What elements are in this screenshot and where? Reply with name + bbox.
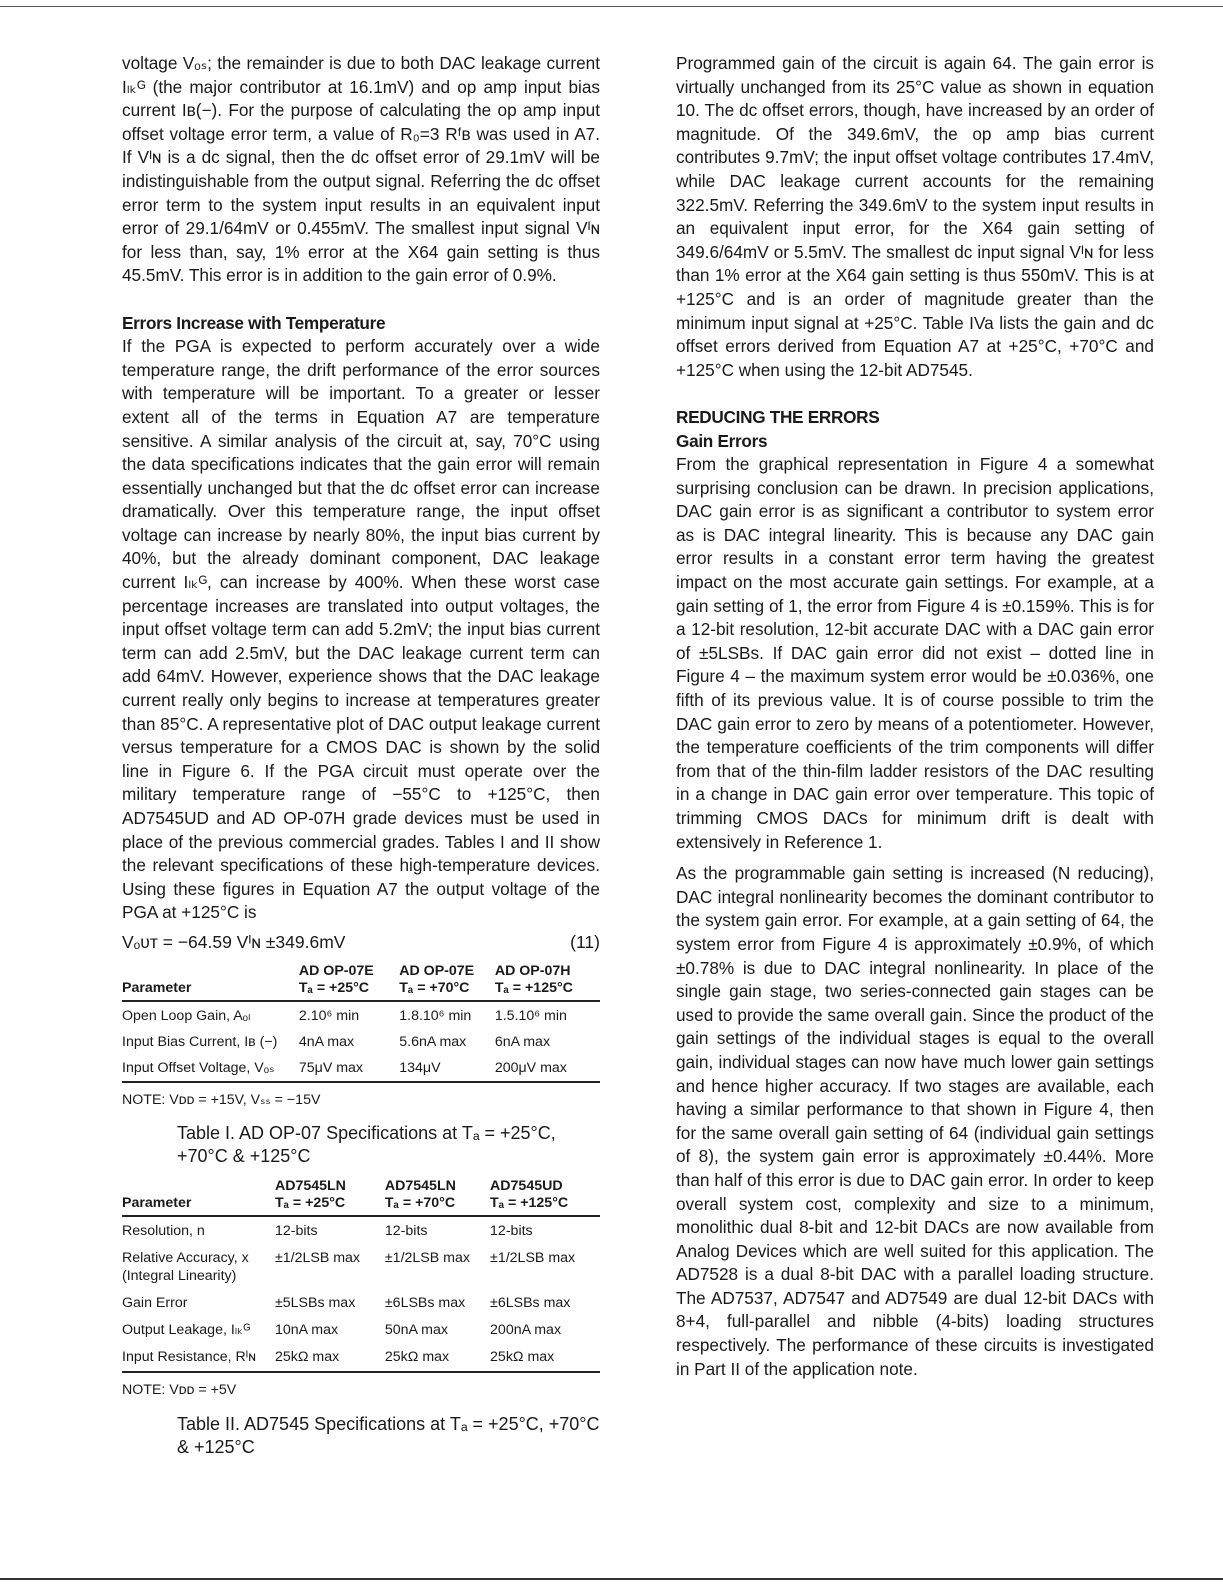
table-cell: 12-bits (384, 1223, 428, 1240)
table-cell: ±6LSBs max (490, 1295, 571, 1312)
table2-col-header: AD7545LN (384, 1178, 456, 1195)
table2-col-header: AD7545UD (490, 1178, 563, 1195)
table-cell: 12-bits (490, 1223, 533, 1240)
table-row (122, 1316, 600, 1343)
table-cell: 200nA max (490, 1322, 562, 1339)
table1-param-header: Parameter (122, 980, 299, 1001)
table-row (122, 1028, 600, 1054)
table1-col-header: AD OP-07E (298, 962, 374, 979)
table-cell: 75μV max (299, 1054, 399, 1082)
table-row (122, 1289, 600, 1316)
equation-body: Vₒᴜᴛ = −64.59 Vᴵɴ ±349.6mV (122, 931, 346, 952)
table-cell: Output Leakage, Iₗₖᴳ (122, 1322, 251, 1339)
table-cell: 25kΩ max (490, 1343, 600, 1372)
table-row (122, 1054, 600, 1082)
heading-errors-temperature: Errors Increase with Temperature (122, 312, 386, 333)
table-cell: 50nA max (384, 1322, 448, 1339)
table-cell: Open Loop Gain, Aₒₗ (122, 1007, 251, 1024)
table-cell: 200μV max (495, 1054, 600, 1082)
table-cell: 1.5.10⁶ min (494, 1007, 567, 1024)
table1-note: NOTE: Vᴅᴅ = +15V, Vₛₛ = −15V (122, 1091, 321, 1108)
heading-gain-errors: Gain Errors (676, 430, 768, 451)
table2-temp-header: Tₐ = +70°C (385, 1195, 490, 1216)
paragraph-nonlinearity: As the programmable gain setting is increased (N reducing), DAC integral nonlinearity becomes the dominant contributor to the system gain error. For example, at a gain setting of 64, the system error from Figure 4 is approximately ±0.9%, of which ±0.78% is due to DAC integral nonlinearity. In place of the single gain stage, two series-connected gain stages can be used to provide the same overall gain. Since the product of the gain settings of the individual stages is equal to the overall gain, individual stages can now have much lower gain settings and hence higher accuracy. If two stages are available, each having a similar performance to that shown in Figure 4, then for the same overall gain setting of 64 (individual gain settings of 8), the system gain error is approximately ±0.44%. More than half of this error is due to DAC gain error. In order to keep overall system cost, complexity and size to a minimum, monolithic dual 8-bit and 12-bit DACs are now available from Analog Devices which are well suited for this application. The AD7528 is a dual 8-bit DAC with a parallel loading structure. The AD7537, AD7547 and AD7549 are dual 12-bit DACs with 8+4, full-parallel and nibble (4-bits) loading structures respectively. The performance of these circuits is investigated in Part II of the application note. (676, 863, 1154, 1379)
table-cell: Gain Error (122, 1295, 188, 1312)
table-cell: 1.8.10⁶ min (399, 1007, 472, 1024)
left-column (122, 52, 600, 1459)
table-row (122, 1216, 600, 1244)
paragraph-programmed-gain: Programmed gain of the circuit is again 64. The gain error is virtually unchanged from its 25°C value as shown in equation 10. The dc offset errors, though, have increased by an order of magnitude. Of the 349.6mV, the op amp bias current contributes 9.7mV; the input offset voltage contributes 17.4mV, while DAC leakage current accounts for the remaining 322.5mV. Referring the 349.6mV to the system input results in an equivalent input error, for the X64 gain setting of 349.6/64mV or 5.5mV. The smallest dc input signal Vᴵɴ for less than 1% error at the X64 gain setting is thus 550mV. This is at +125°C and is an order of magnitude greater than the minimum input signal at +25°C. Table IVa lists the gain and dc offset errors derived from Equation A7 at +25°C, +70°C and +125°C when using the 12-bit AD7545. (676, 53, 1154, 380)
table-cell: 25kΩ max (385, 1343, 490, 1372)
paragraph-intro: voltage Vₒₛ; the remainder is due to both DAC leakage current Iₗₖᴳ (the major contributor at 16.1mV) and op amp input bias current Iʙ(−). For the purpose of calculating the op amp input offset voltage error term, a value of R₀=3 Rᶠʙ was used in A7. If Vᴵɴ is a dc signal, then the dc offset error of 29.1mV will be indistinguishable from the output signal. Referring the dc offset error term to the system input results in an equivalent input error of 29.1/64mV or 0.455mV. The smallest input signal Vᴵɴ for less than, say, 1% error at the X64 gain setting is thus 45.5mV. This error is in addition to the gain error of 0.9%. (122, 53, 600, 286)
table2-temp-header: Tₐ = +125°C (490, 1195, 600, 1216)
bottom-rule (0, 1578, 1223, 1580)
table-ad7545-specs (122, 1178, 600, 1373)
equation-11 (122, 931, 600, 955)
table-cell: ±6LSBs max (384, 1295, 466, 1312)
table2-temp-header: Tₐ = +25°C (275, 1195, 385, 1216)
table-cell: 5.6nA max (399, 1033, 467, 1050)
table-cell: Resolution, n (122, 1223, 205, 1240)
paragraph-temperature: If the PGA is expected to perform accurately over a wide temperature range, the drift performance of the error sources with temperature will be important. To a greater or lesser extent all of the terms in Equation A7 are temperature sensitive. A similar analysis of the circuit at, say, 70°C using the data specifications indicates that the gain error will remain essentially unchanged but that the dc offset error can increase dramatically. Over this temperature range, the input offset voltage can increase by nearly 80%, the input bias current by 40%, but the already dominant component, DAC leakage current Iₗₖᴳ, can increase by 400%. When these worst case percentage increases are translated into output voltages, the input offset voltage term can add 5.2mV; the input bias current term can add 2.5mV, but the DAC leakage current term can add 64mV. However, experience shows that the DAC leakage current really only begins to increase at temperatures greater than 85°C. A representative plot of DAC output leakage current versus temperature for a CMOS DAC is shown by the solid line in Figure 6. If the PGA circuit must operate over the military temperature range of −55°C to +125°C, then AD7545UD and AD OP-07H grade devices must be used in place of the previous commercial grades. Tables I and II show the relevant specifications of these high-temperature devices. Using these figures in Equation A7 the output voltage of the PGA at +125°C is (122, 336, 600, 923)
table1-temp-header: Tₐ = +125°C (495, 980, 600, 1001)
table2-col-header: AD7545LN (274, 1178, 346, 1195)
table-row (122, 1343, 600, 1372)
table1-col-header: AD OP-07E (399, 962, 475, 979)
table-cell: ±1/2LSB max (384, 1250, 470, 1267)
table1-col-header: AD OP-07H (494, 962, 571, 979)
table-cell: Input Resistance, Rᴵɴ (122, 1343, 275, 1372)
right-column (676, 52, 1154, 1381)
table-cell: 12-bits (274, 1223, 318, 1240)
table-cell: 2.10⁶ min (298, 1007, 360, 1024)
table-cell: 4nA max (298, 1033, 355, 1050)
table-row (122, 1001, 600, 1028)
table-cell: Input Bias Current, Iʙ (−) (122, 1033, 278, 1050)
table-cell: 25kΩ max (275, 1343, 385, 1372)
table1-caption: Table I. AD OP-07 Specifications at Tₐ = +25°C, +70°C & +125°C (177, 1123, 556, 1167)
table-cell: 10nA max (274, 1322, 339, 1339)
table-cell: ±1/2LSB max (274, 1250, 361, 1267)
table-cell: Relative Accuracy, x (Integral Linearity) (122, 1250, 249, 1285)
table-row (122, 1244, 600, 1289)
equation-number: (11) (570, 931, 600, 952)
table2-caption: Table II. AD7545 Specifications at Tₐ = +25°C, +70°C & +125°C (177, 1413, 600, 1457)
table-cell: Input Offset Voltage, Vₒₛ (122, 1054, 299, 1082)
table-cell: 6nA max (494, 1033, 551, 1050)
table2-param-header: Parameter (122, 1195, 275, 1216)
paragraph-gain-errors: From the graphical representation in Figure 4 a somewhat surprising conclusion can be drawn. In precision applications, DAC gain error is as significant a contributor to system error as is DAC integral linearity. This is because any DAC gain error results in a constant error term having the greatest impact on the most accurate gain settings. For example, at a gain setting of 1, the error from Figure 4 is ±0.159%. This is for a 12-bit resolution, 12-bit accurate DAC with a DAC gain error of ±5LSBs. If DAC gain error did not exist – dotted line in Figure 4 – the maximum system error would be ±0.036%, one fifth of its previous value. It is of course possible to trim the DAC gain error to zero by means of a potentiometer. However, the temperature coefficients of the trim components will differ from that of the thin-film ladder resistors of the DAC resulting in a change in DAC gain error over temperature. This topic of trimming CMOS DACs for minimum drift is dealt with extensively in Reference 1. (676, 454, 1154, 852)
table1-temp-header: Tₐ = +25°C (299, 980, 399, 1001)
table-cell: ±5LSBs max (274, 1295, 356, 1312)
heading-reducing-errors: REDUCING THE ERRORS (676, 406, 880, 427)
table-op07-specs (122, 963, 600, 1083)
table1-temp-header: Tₐ = +70°C (399, 980, 495, 1001)
table2-note: NOTE: Vᴅᴅ = +5V (122, 1382, 237, 1399)
table-cell: 134μV (399, 1054, 495, 1082)
table-cell: ±1/2LSB max (490, 1250, 576, 1267)
top-rule (0, 6, 1223, 7)
